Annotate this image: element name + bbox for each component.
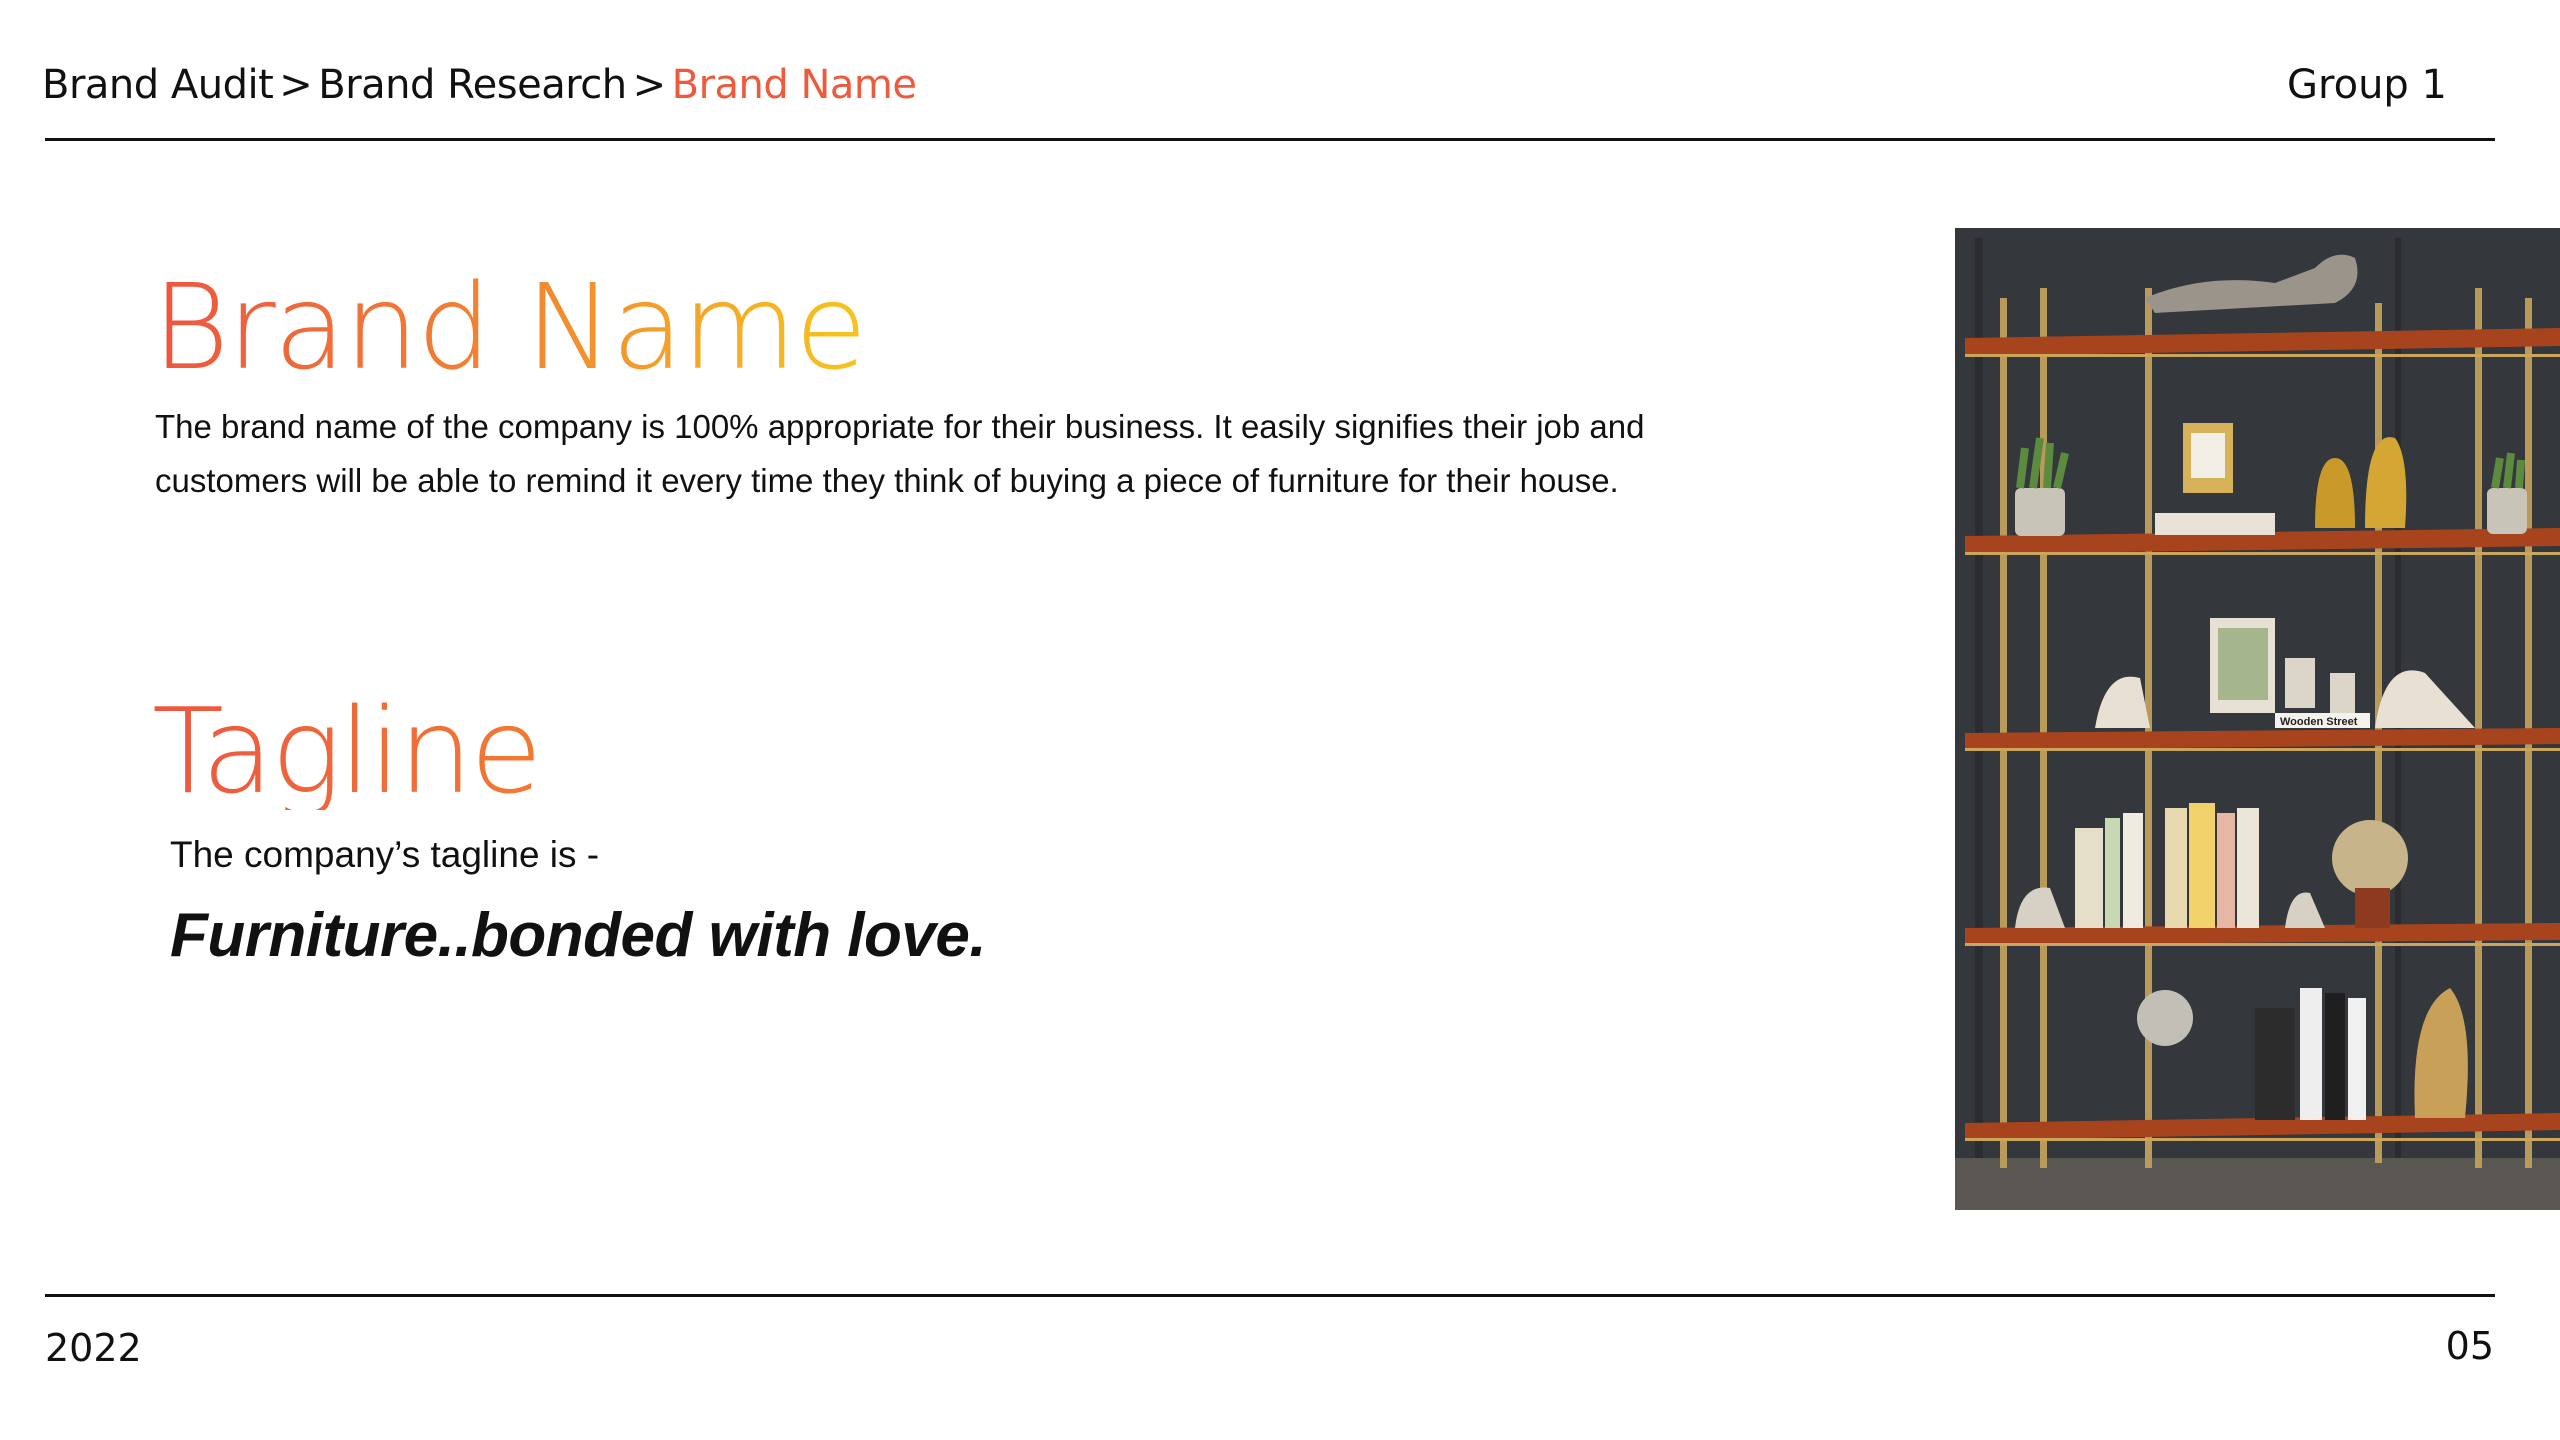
brand-name-description: The brand name of the company is 100% appropriate for their business. It easily signifies their job and customers will be able to remind it every time they think of buying a piece of furniture for their house. [155,408,1645,499]
brand-name-heading: Brand Name [152,258,866,396]
group-label: Group 1 [2287,62,2447,108]
header-divider [45,138,2495,141]
page-number: 05 [2445,1324,2494,1368]
breadcrumb-separator: > [279,62,313,108]
bookshelf-photo [1955,228,2560,1210]
tagline-heading: Tagline [152,682,540,820]
tagline-quote: Furniture..bonded with love. [170,901,987,970]
wooden-street-label: Wooden Street [2280,716,2358,728]
bookshelf-illustration [1955,228,2560,1210]
footer-divider [45,1294,2495,1297]
tagline-intro: The company’s tagline is - [170,834,600,875]
breadcrumb-item-brand-research[interactable]: Brand Research [318,62,627,108]
breadcrumb [42,62,917,108]
breadcrumb-item-brand-audit[interactable]: Brand Audit [42,62,274,108]
breadcrumb-item-brand-name: Brand Name [671,62,917,108]
breadcrumb-separator: > [632,62,666,108]
footer-year: 2022 [45,1326,142,1370]
